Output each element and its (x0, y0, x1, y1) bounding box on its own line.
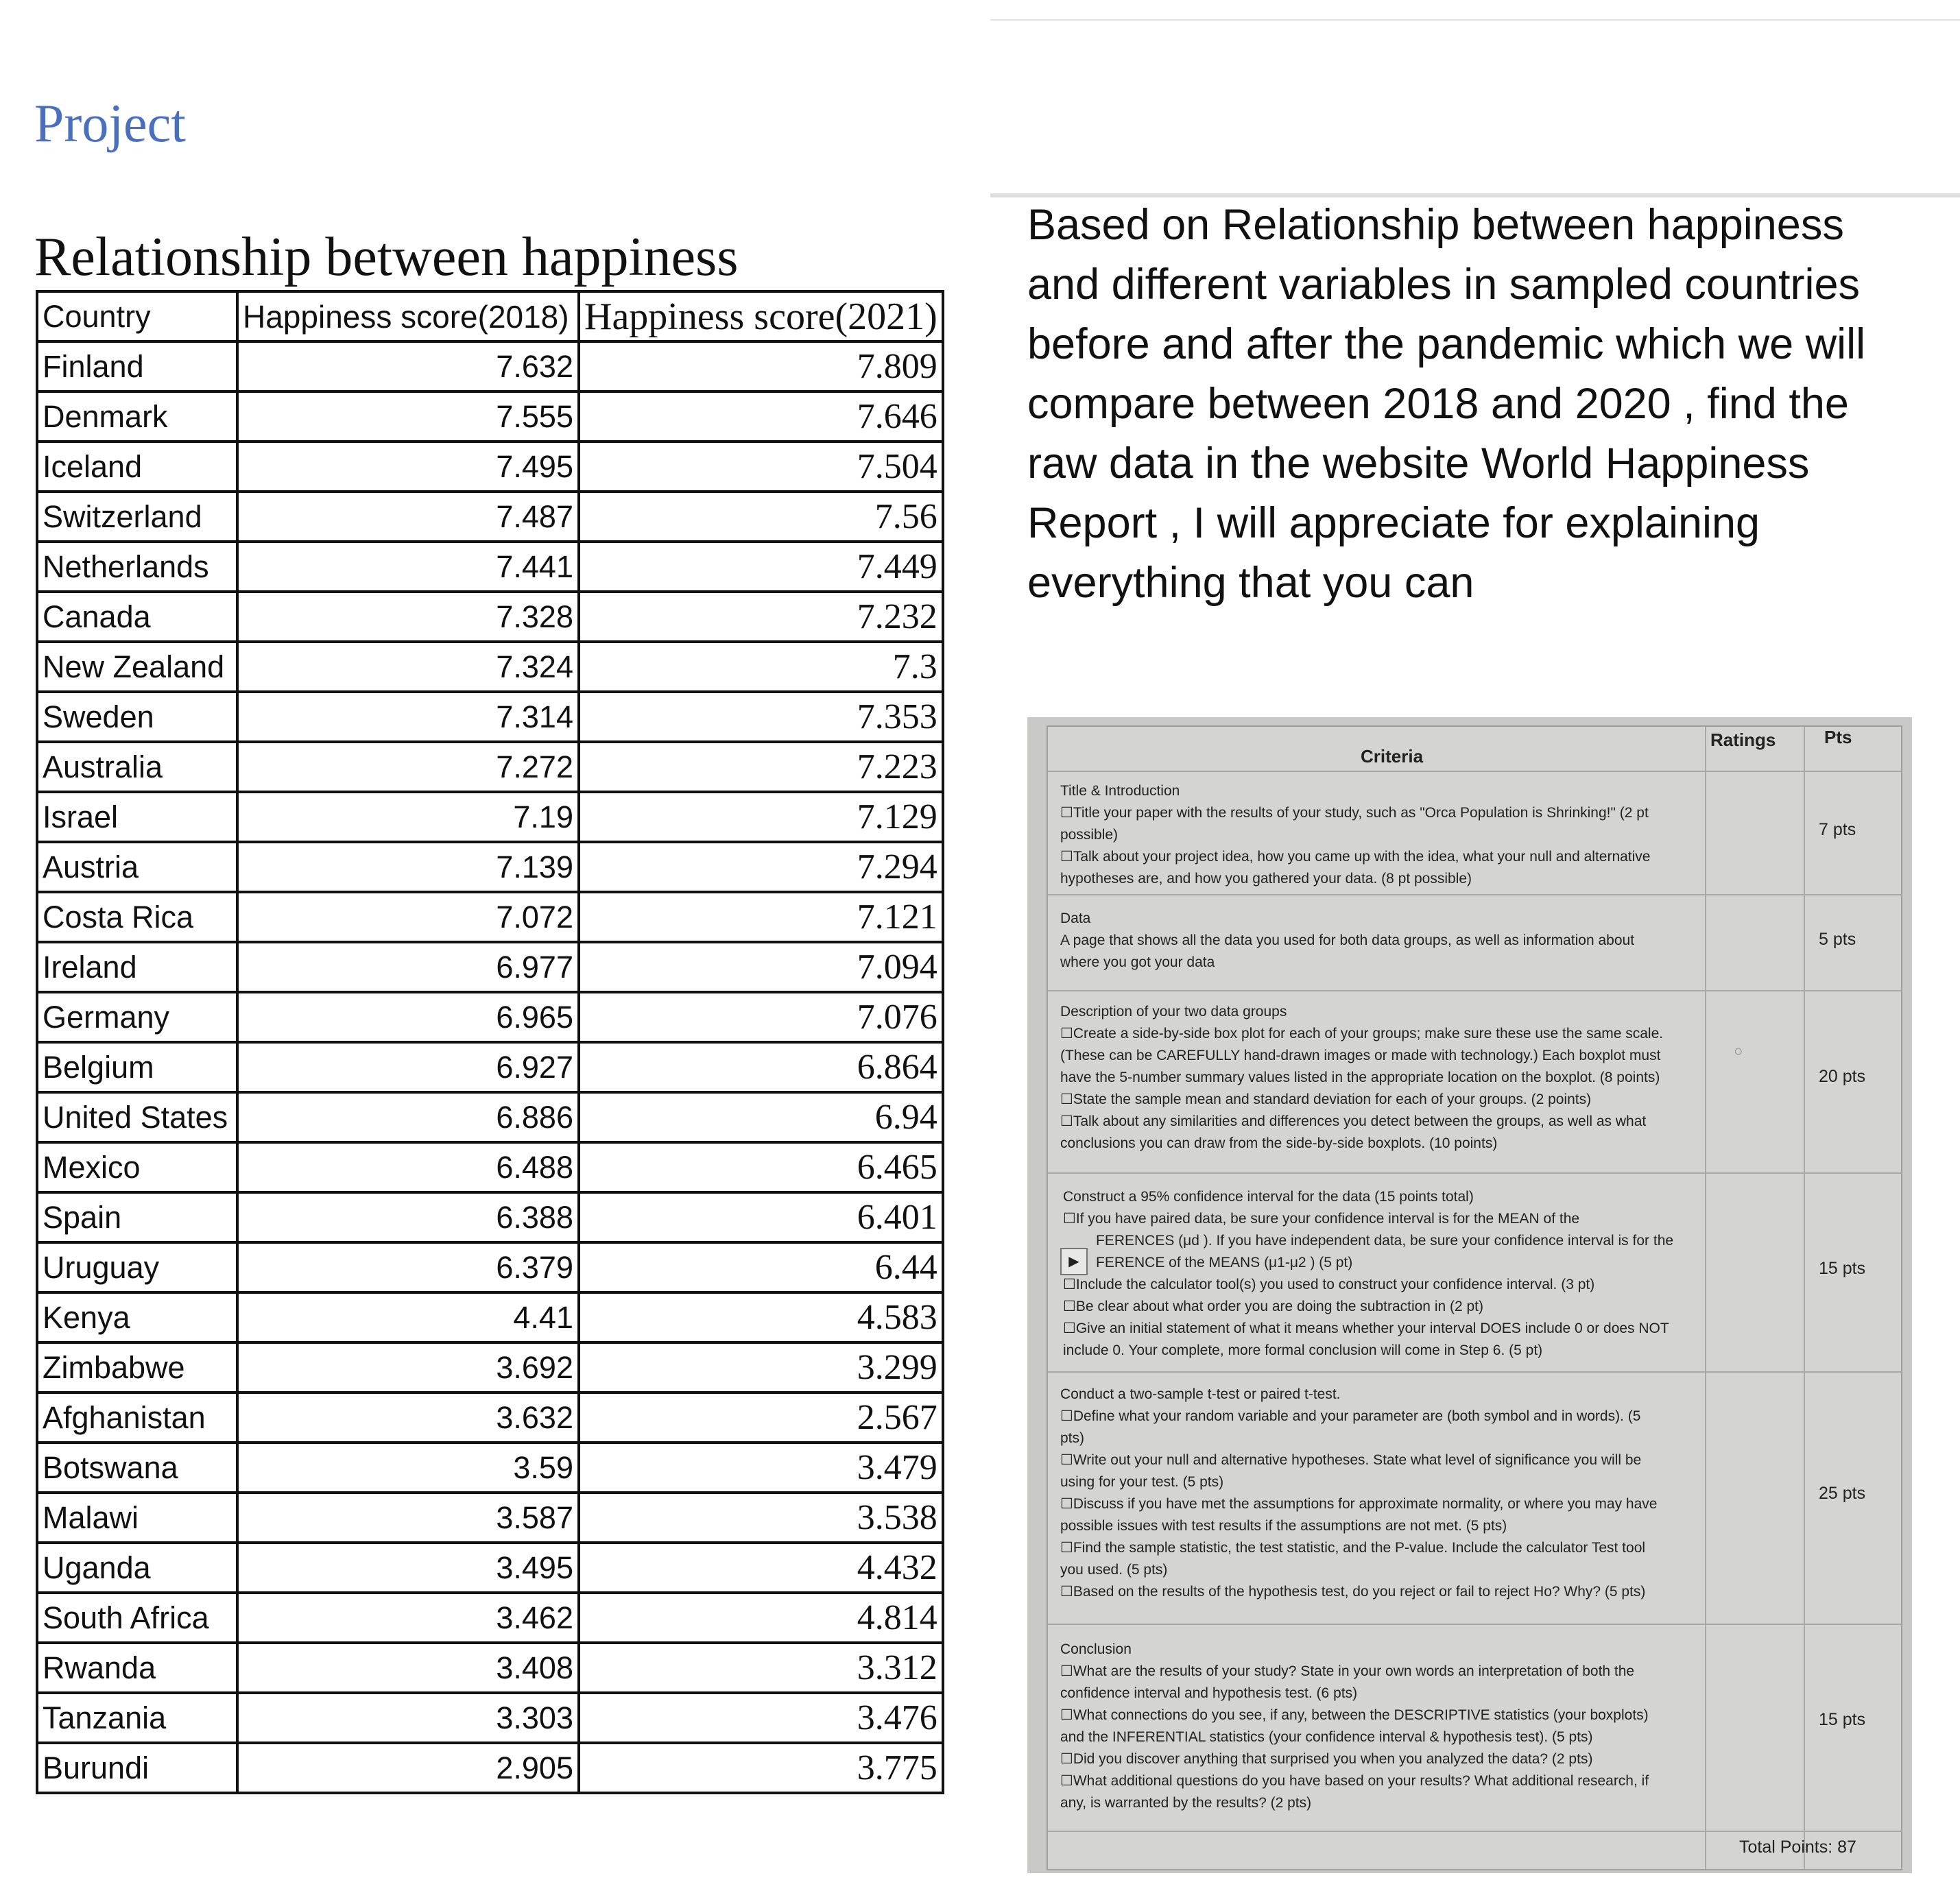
rubric-row-divider (1048, 894, 1901, 895)
rubric-criteria-line: Description of your two data groups (1060, 1004, 1287, 1020)
rating-circle-mark: ○ (1734, 1042, 1743, 1059)
score-2021-cell: 4.432 (579, 1543, 943, 1593)
score-2021-cell: 6.401 (579, 1192, 943, 1242)
score-2018-cell: 7.487 (237, 492, 579, 542)
score-2018-cell: 3.495 (237, 1543, 579, 1593)
score-2018-cell: 7.072 (237, 892, 579, 942)
score-2021-cell: 6.44 (579, 1242, 943, 1292)
rubric-criteria-line: ☐Talk about any similarities and differences you detect between the groups, as well as what (1060, 1113, 1647, 1129)
rubric-criteria-line: ☐Discuss if you have met the assumptions for approximate normality, or where you may have (1060, 1496, 1658, 1512)
table-row (37, 642, 943, 692)
table-row (37, 1242, 943, 1292)
rubric-criteria (1060, 780, 1651, 890)
country-cell: Uganda (37, 1543, 237, 1593)
rubric-criteria-line: ☐If you have paired data, be sure your confidence interval is for the MEAN of the (1063, 1211, 1580, 1227)
rubric-points: 20 pts (1819, 1067, 1866, 1086)
score-2021-cell: 7.129 (579, 792, 943, 842)
country-cell: South Africa (37, 1593, 237, 1643)
score-2018-cell: 6.965 (237, 992, 579, 1042)
country-cell: Belgium (37, 1042, 237, 1092)
rubric-criteria-line: A page that shows all the data you used for both data groups, as well as information about (1060, 932, 1635, 948)
score-2021-cell: 7.121 (579, 892, 943, 942)
rubric-points: 5 pts (1819, 930, 1856, 949)
score-2021-cell: 3.299 (579, 1342, 943, 1393)
table-row (37, 1493, 943, 1543)
table-row (37, 542, 943, 592)
score-2018-cell: 6.379 (237, 1242, 579, 1292)
country-cell: United States (37, 1092, 237, 1142)
rubric-criteria-line: using for your test. (5 pts) (1060, 1474, 1224, 1490)
score-2018-cell: 7.272 (237, 742, 579, 792)
score-2018-cell: 7.328 (237, 592, 579, 642)
rubric-criteria-line: ☐Find the sample statistic, the test statistic, and the P-value. Include the calculator Test tool (1060, 1540, 1646, 1556)
country-cell: Austria (37, 842, 237, 892)
table-row (37, 1643, 943, 1693)
question-line: compare between 2018 and 2020 , find the (1027, 380, 1849, 428)
score-2021-cell: 6.465 (579, 1142, 943, 1192)
rubric-criteria-line: Conduct a two-sample t-test or paired t-test. (1060, 1386, 1341, 1402)
project-title: Project (34, 93, 186, 153)
rubric-criteria-line: possible issues with test results if the assumptions are not met. (5 pts) (1060, 1518, 1507, 1534)
rubric-row-divider (1048, 1371, 1901, 1373)
rubric-points: 7 pts (1819, 820, 1856, 839)
table-row (37, 391, 943, 442)
table-row (37, 792, 943, 842)
rubric-sheet (1047, 725, 1902, 1870)
rubric-criteria (1060, 1001, 1663, 1155)
country-cell: Australia (37, 742, 237, 792)
rubric-header-criteria: Criteria (1361, 746, 1424, 767)
score-2021-cell: 7.232 (579, 592, 943, 642)
score-2021-cell: 2.567 (579, 1393, 943, 1443)
score-2018-cell: 3.587 (237, 1493, 579, 1543)
country-cell: Botswana (37, 1443, 237, 1493)
header-score-2021: Happiness score(2021) (579, 291, 943, 341)
score-2018-cell: 4.41 (237, 1292, 579, 1342)
country-cell: Zimbabwe (37, 1342, 237, 1393)
table-row (37, 842, 943, 892)
happiness-table (36, 290, 944, 1794)
rubric-criteria-line: you used. (5 pts) (1060, 1562, 1168, 1578)
rubric-criteria-line: ☐Did you discover anything that surprised you when you analyzed the data? (2 pts) (1060, 1751, 1593, 1767)
country-cell: Mexico (37, 1142, 237, 1192)
rubric-row-divider (1048, 1831, 1901, 1832)
score-2018-cell: 7.324 (237, 642, 579, 692)
question-line: and different variables in sampled countries (1027, 261, 1861, 309)
rubric-points: 25 pts (1819, 1484, 1866, 1503)
rubric-photo (1027, 717, 1912, 1873)
table-row (37, 1192, 943, 1242)
country-cell: Afghanistan (37, 1393, 237, 1443)
table-row (37, 341, 943, 391)
table-row (37, 1142, 943, 1192)
rubric-criteria-line: Construct a 95% confidence interval for the data (15 points total) (1063, 1189, 1474, 1205)
rubric-criteria (1063, 1186, 1673, 1362)
rubric-row-divider (1048, 1172, 1901, 1174)
rubric-criteria (1060, 908, 1634, 974)
rubric-criteria-line: hypotheses are, and how you gathered your data. (8 pt possible) (1060, 871, 1472, 887)
score-2021-cell: 3.476 (579, 1693, 943, 1743)
score-2018-cell: 7.139 (237, 842, 579, 892)
table-row (37, 742, 943, 792)
table-row (37, 1393, 943, 1443)
rubric-criteria-line: and the INFERENTIAL statistics (your confidence interval & hypothesis test). (5 pts) (1060, 1729, 1593, 1745)
rubric-header-ratings: Ratings (1710, 730, 1776, 750)
country-cell: Iceland (37, 442, 237, 492)
total-points: Total Points: 87 (1739, 1837, 1856, 1857)
question-line: Based on Relationship between happiness (1027, 201, 1844, 249)
score-2021-cell: 4.814 (579, 1593, 943, 1643)
country-cell: Burundi (37, 1743, 237, 1793)
score-2021-cell: 7.56 (579, 492, 943, 542)
rubric-criteria-line: ☐Be clear about what order you are doing the subtraction in (2 pt) (1063, 1299, 1484, 1314)
country-cell: New Zealand (37, 642, 237, 692)
rubric-row-divider (1048, 990, 1901, 991)
rubric-criteria-line: ☐Write out your null and alternative hypotheses. State what level of significance you will be (1060, 1452, 1642, 1468)
table-row (37, 1443, 943, 1493)
score-2018-cell: 7.19 (237, 792, 579, 842)
score-2021-cell: 7.646 (579, 391, 943, 442)
rubric-criteria-line: have the 5-number summary values listed in the appropriate location on the boxplot. (8 points) (1060, 1070, 1660, 1085)
question-text (1027, 195, 1946, 613)
rubric-criteria-line: include 0. Your complete, more formal conclusion will come in Step 6. (5 pt) (1063, 1342, 1543, 1358)
table-row (37, 1693, 943, 1743)
score-2018-cell: 3.692 (237, 1342, 579, 1393)
score-2018-cell: 6.388 (237, 1192, 579, 1242)
score-2018-cell: 7.632 (237, 341, 579, 391)
table-row (37, 1042, 943, 1092)
header-line (1048, 771, 1901, 772)
rubric-criteria-line: pts) (1060, 1430, 1085, 1446)
score-2021-cell: 7.294 (579, 842, 943, 892)
rubric-row-divider (1048, 1624, 1901, 1625)
score-2021-cell: 6.94 (579, 1092, 943, 1142)
score-2021-cell: 4.583 (579, 1292, 943, 1342)
country-cell: Rwanda (37, 1643, 237, 1693)
rubric-criteria-line: confidence interval and hypothesis test. (6 pts) (1060, 1685, 1358, 1701)
table-row (37, 492, 943, 542)
rubric-header-pts: Pts (1824, 727, 1852, 747)
score-2021-cell: 7.449 (579, 542, 943, 592)
top-divider (990, 19, 1960, 21)
table-row (37, 892, 943, 942)
rubric-criteria-line: where you got your data (1060, 954, 1215, 970)
score-2018-cell: 6.886 (237, 1092, 579, 1142)
country-cell: Netherlands (37, 542, 237, 592)
rubric-criteria-line: Data (1060, 911, 1091, 926)
rubric-criteria-line: Title & Introduction (1060, 783, 1180, 799)
country-cell: Tanzania (37, 1693, 237, 1743)
rubric-criteria-line: FERENCES (μd ). If you have independent data, be sure your confidence interval is for the (1096, 1233, 1674, 1249)
rubric-criteria-line: FERENCE of the MEANS (μ1-μ2 ) (5 pt) (1096, 1255, 1353, 1270)
score-2018-cell: 7.555 (237, 391, 579, 442)
rubric-criteria-line: Conclusion (1060, 1641, 1132, 1657)
rubric-criteria-line: ☐What are the results of your study? State in your own words an interpretation of both the (1060, 1663, 1635, 1679)
country-cell: Germany (37, 992, 237, 1042)
table-row (37, 992, 943, 1042)
score-2021-cell: 7.809 (579, 341, 943, 391)
score-2018-cell: 2.905 (237, 1743, 579, 1793)
table-row (37, 1292, 943, 1342)
country-cell: Spain (37, 1192, 237, 1242)
table-row (37, 1543, 943, 1593)
rubric-criteria-line: (These can be CAREFULLY hand-drawn images or made with technology.) Each boxplot must (1060, 1048, 1661, 1063)
score-2018-cell: 7.314 (237, 692, 579, 742)
table-row (37, 592, 943, 642)
rubric-criteria-line: ☐State the sample mean and standard deviation for each of your groups. (2 points) (1060, 1092, 1592, 1107)
score-2021-cell: 3.775 (579, 1743, 943, 1793)
score-2018-cell: 3.408 (237, 1643, 579, 1693)
score-2018-cell: 6.488 (237, 1142, 579, 1192)
table-row (37, 1593, 943, 1643)
question-line: Report , I will appreciate for explaining (1027, 499, 1760, 547)
table-title: Relationship between happiness (34, 227, 739, 287)
score-2018-cell: 7.495 (237, 442, 579, 492)
country-cell: Denmark (37, 391, 237, 442)
rubric-criteria-line: possible) (1060, 827, 1119, 843)
rubric-criteria (1060, 1384, 1657, 1603)
header-country: Country (37, 291, 237, 341)
table-row (37, 1092, 943, 1142)
table-row (37, 1743, 943, 1793)
country-cell: Sweden (37, 692, 237, 742)
score-2021-cell: 7.3 (579, 642, 943, 692)
rubric-criteria-line: any, is warranted by the results? (2 pts) (1060, 1795, 1312, 1811)
rubric-points: 15 pts (1819, 1710, 1866, 1729)
score-2018-cell: 3.632 (237, 1393, 579, 1443)
country-cell: Costa Rica (37, 892, 237, 942)
country-cell: Kenya (37, 1292, 237, 1342)
country-cell: Malawi (37, 1493, 237, 1543)
score-2018-cell: 3.303 (237, 1693, 579, 1743)
rubric-points: 15 pts (1819, 1259, 1866, 1278)
table-row (37, 942, 943, 992)
score-2021-cell: 6.864 (579, 1042, 943, 1092)
score-2018-cell: 6.977 (237, 942, 579, 992)
header-score-2018: Happiness score(2018) (237, 291, 579, 341)
table-row (37, 1342, 943, 1393)
rubric-criteria-line: ☐Create a side-by-side box plot for each of your groups; make sure these use the same scale. (1060, 1026, 1664, 1041)
ratings-column-line (1705, 727, 1706, 1869)
score-2021-cell: 7.353 (579, 692, 943, 742)
score-2021-cell: 3.312 (579, 1643, 943, 1693)
rubric-criteria-line: ☐Based on the results of the hypothesis test, do you reject or fail to reject Ho? Why? (5 pts) (1060, 1584, 1646, 1600)
rubric-criteria-line: ☐What additional questions do you have based on your results? What additional research, if (1060, 1773, 1649, 1789)
country-cell: Finland (37, 341, 237, 391)
country-cell: Ireland (37, 942, 237, 992)
country-cell: Israel (37, 792, 237, 842)
score-2021-cell: 7.504 (579, 442, 943, 492)
score-2018-cell: 7.441 (237, 542, 579, 592)
pts-column-line (1804, 727, 1805, 1869)
score-2021-cell: 7.076 (579, 992, 943, 1042)
table-header-row (37, 291, 943, 341)
question-line: everything that you can (1027, 559, 1474, 607)
score-2018-cell: 3.462 (237, 1593, 579, 1643)
rubric-criteria-line: ☐Include the calculator tool(s) you used to construct your confidence interval. (3 pt) (1063, 1277, 1595, 1292)
rubric-criteria-line: ☐Give an initial statement of what it means whether your interval DOES include 0 or does NOT (1063, 1321, 1669, 1336)
question-line: before and after the pandemic which we will (1027, 320, 1866, 368)
score-2021-cell: 7.094 (579, 942, 943, 992)
score-2021-cell: 3.479 (579, 1443, 943, 1493)
table-row (37, 692, 943, 742)
country-cell: Canada (37, 592, 237, 642)
score-2018-cell: 3.59 (237, 1443, 579, 1493)
rubric-criteria-line: ☐Define what your random variable and your parameter are (both symbol and in words). (5 (1060, 1408, 1641, 1424)
rubric-criteria-line: ☐What connections do you see, if any, between the DESCRIPTIVE statistics (your boxplots) (1060, 1707, 1649, 1723)
country-cell: Uruguay (37, 1242, 237, 1292)
rubric-criteria-line: ☐Talk about your project idea, how you came up with the idea, what your null and alternative (1060, 849, 1651, 865)
rubric-criteria-line: ☐Title your paper with the results of your study, such as "Orca Population is Shrinking!" (2 pt (1060, 805, 1649, 821)
rubric-criteria-line: conclusions you can draw from the side-by-side boxplots. (10 points) (1060, 1135, 1498, 1151)
table-row (37, 442, 943, 492)
score-2018-cell: 6.927 (237, 1042, 579, 1092)
rubric-criteria (1060, 1639, 1649, 1814)
question-line: raw data in the website World Happiness (1027, 439, 1810, 487)
score-2021-cell: 7.223 (579, 742, 943, 792)
play-button[interactable]: ▶ (1060, 1248, 1088, 1275)
country-cell: Switzerland (37, 492, 237, 542)
score-2021-cell: 3.538 (579, 1493, 943, 1543)
